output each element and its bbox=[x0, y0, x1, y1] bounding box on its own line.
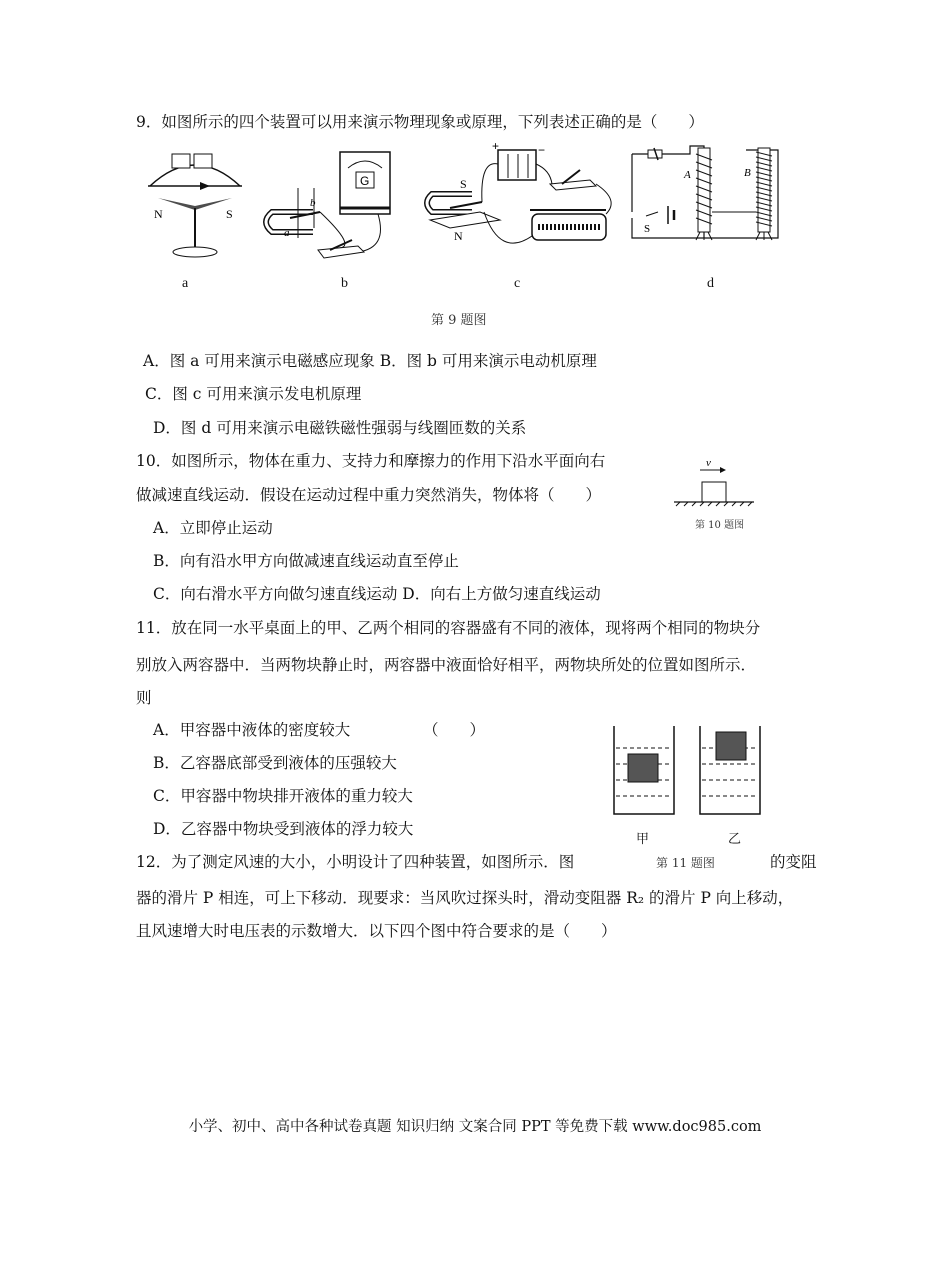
q10-option-b: B．向有沿水甲方向做减速直线运动直至停止 bbox=[153, 552, 459, 570]
q10-stem-line1: 10．如图所示，物体在重力、支持力和摩擦力的作用下沿水平面向右 bbox=[136, 452, 606, 470]
q12-stem-line1-right: 的变阻 bbox=[770, 853, 817, 871]
q9-figure-c bbox=[420, 140, 620, 260]
q11-option-b: B．乙容器底部受到液体的压强较大 bbox=[153, 754, 397, 772]
q9-option-ab: A．图 a 可用来演示电磁感应现象 B．图 b 可用来演示电动机原理 bbox=[143, 352, 597, 370]
q9-caption: 第 9 题图 bbox=[431, 313, 487, 328]
q9-label-a: a bbox=[182, 276, 189, 291]
q11-option-a: A．甲容器中液体的密度较大 bbox=[153, 721, 351, 739]
q9d-s-label: S bbox=[644, 223, 651, 235]
q11-stem-line1: 11．放在同一水平桌面上的甲、乙两个相同的容器盛有不同的液体，现将两个相同的物块分 bbox=[136, 619, 761, 637]
q9-figure-d bbox=[628, 142, 788, 242]
q11-stem-line3: 则 bbox=[136, 689, 152, 707]
q11-label-yi: 乙 bbox=[728, 831, 742, 846]
q11-option-d: D．乙容器中物块受到液体的浮力较大 bbox=[153, 820, 414, 838]
q9-label-b: b bbox=[341, 276, 348, 291]
q12-stem-line2: 器的滑片 P 相连，可上下移动．现要求：当风吹过探头时，滑动变阻器 R₂ 的滑片 P 向上移动， bbox=[136, 889, 794, 907]
q9-figure-b bbox=[258, 148, 398, 268]
q9b-a-label: a bbox=[284, 227, 290, 239]
page-footer: 小学、初中、高中各种试卷真题 知识归纳 文案合同 PPT 等免费下载 www.doc985.com bbox=[188, 1119, 762, 1135]
q9c-n-label: N bbox=[454, 229, 463, 243]
q10-caption: 第 10 题图 bbox=[695, 520, 745, 531]
q10-option-a: A．立即停止运动 bbox=[153, 519, 273, 537]
q10-v-label: v bbox=[706, 457, 711, 469]
q12-stem-line1-left: 12．为了测定风速的大小，小明设计了四种装置，如图所示．图 bbox=[136, 853, 575, 871]
q11-caption: 第 11 题图 bbox=[656, 856, 715, 870]
q9d-b-label: B bbox=[744, 167, 751, 179]
q11-answer-paren: （ ） bbox=[423, 721, 486, 739]
q10-stem-line2: 做减速直线运动．假设在运动过程中重力突然消失，物体将（ ） bbox=[136, 486, 602, 504]
q9c-minus-label: − bbox=[538, 143, 546, 157]
q11-label-jia: 甲 bbox=[636, 831, 650, 846]
q9-stem: 9．如图所示的四个装置可以用来演示物理现象或原理，下列表述正确的是（ ） bbox=[136, 113, 704, 131]
q9d-a-label: A bbox=[684, 169, 691, 181]
q11-stem-line2: 别放入两容器中．当两物块静止时，两容器中液面恰好相平，两物块所处的位置如图所示． bbox=[136, 656, 757, 674]
q12-stem-line3: 且风速增大时电压表的示数增大．以下四个图中符合要求的是（ ） bbox=[136, 922, 617, 940]
q9c-plus-label: + bbox=[492, 139, 500, 153]
q11-option-c: C．甲容器中物块排开液体的重力较大 bbox=[153, 787, 413, 805]
q9-option-d: D．图 d 可用来演示电磁铁磁性强弱与线圈匝数的关系 bbox=[153, 419, 527, 437]
q9a-n-label: N bbox=[154, 207, 163, 221]
q9b-g-label: G bbox=[360, 174, 370, 188]
q9-label-d: d bbox=[707, 276, 714, 291]
q10-figure bbox=[670, 456, 770, 506]
q11-figure bbox=[608, 724, 778, 824]
q9a-s-label: S bbox=[226, 207, 233, 221]
q9b-b-label: b bbox=[310, 197, 316, 209]
q9-label-c: c bbox=[514, 276, 521, 291]
q10-option-cd: C．向右滑水平方向做匀速直线运动 D．向右上方做匀速直线运动 bbox=[153, 585, 601, 603]
q9c-s-label: S bbox=[460, 177, 467, 191]
q9-figure-a bbox=[140, 148, 250, 268]
q9-option-c: C．图 c 可用来演示发电机原理 bbox=[145, 385, 362, 403]
